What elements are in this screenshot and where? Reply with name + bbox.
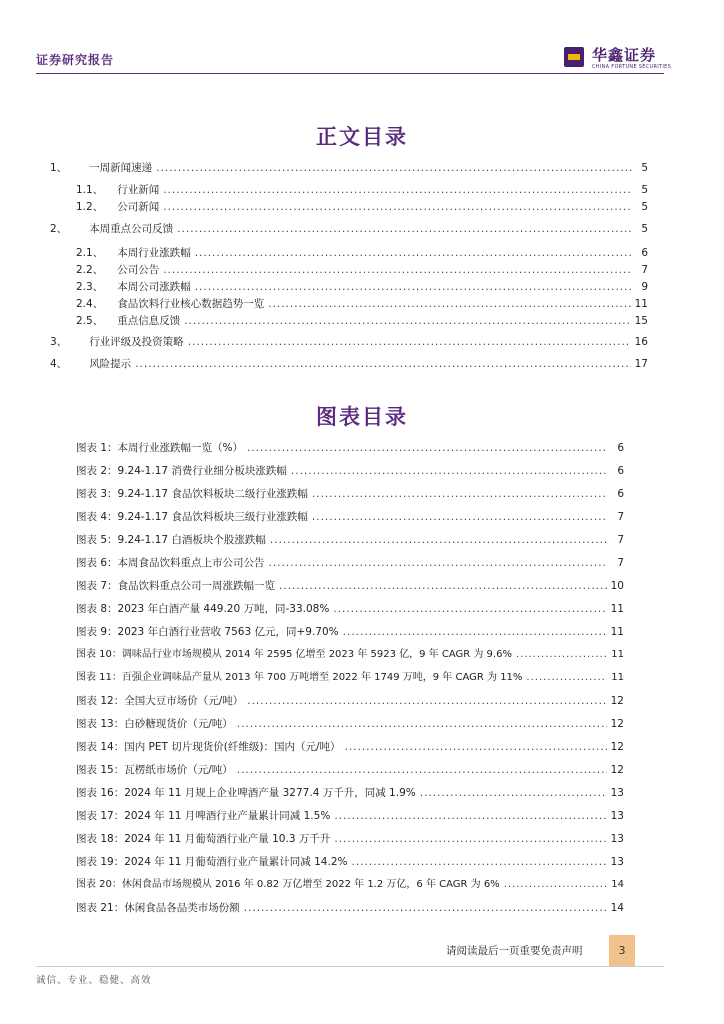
figure-entry-page: 14 xyxy=(610,902,624,914)
figure-entry-page: 13 xyxy=(610,787,624,799)
figure-entry-page: 11 xyxy=(611,649,624,660)
figure-entry[interactable] xyxy=(76,532,624,548)
figure-entry-title: 图表 2：9.24-1.17 消费行业细分板块涨跌幅 xyxy=(76,465,287,477)
toc-entry-number: 4、 xyxy=(50,358,68,370)
report-type-label: 证券研究报告 xyxy=(36,53,115,67)
figure-entry[interactable] xyxy=(76,854,624,870)
figure-entry-page: 13 xyxy=(610,833,624,845)
toc-dot-leader xyxy=(163,262,632,278)
toc-entry[interactable] xyxy=(50,356,648,372)
toc-entry-number: 2.3、 xyxy=(76,281,104,293)
toc-dot-leader xyxy=(516,647,607,663)
figure-entry[interactable] xyxy=(76,670,624,686)
toc-entry-page: 15 xyxy=(634,315,648,327)
toc-dot-leader xyxy=(312,486,608,502)
toc-entry-number: 2、 xyxy=(50,223,68,235)
figure-entry[interactable] xyxy=(76,762,624,778)
logo-name-en: CHINA FORTUNE SECURITIES xyxy=(592,64,672,70)
figure-entry-title: 图表 13：白砂糖现货价（元/吨） xyxy=(76,718,233,730)
figure-entry-page: 12 xyxy=(610,695,624,707)
figure-entry[interactable] xyxy=(76,877,624,893)
toc-entry-title: 本周公司涨跌幅 xyxy=(117,281,191,293)
toc-dot-leader xyxy=(334,831,606,847)
toc-entry[interactable] xyxy=(76,279,648,295)
figure-entry[interactable] xyxy=(76,900,624,916)
figure-entry-title: 图表 19：2024 年 11 月葡萄酒行业产量累计同减 14.2% xyxy=(76,856,348,868)
toc-entry-page: 5 xyxy=(641,223,648,235)
figure-entry[interactable] xyxy=(76,440,624,456)
logo-name-cn: 华鑫证券 xyxy=(592,46,657,64)
toc-entry-number: 1、 xyxy=(50,162,68,174)
figure-entry-page: 11 xyxy=(610,603,624,615)
figure-entry[interactable] xyxy=(76,647,624,663)
figure-entry-page: 12 xyxy=(610,741,624,753)
toc-entry-title: 本周行业涨跌幅 xyxy=(117,247,191,259)
figure-entry-page: 10 xyxy=(610,580,624,592)
figure-entry-page: 11 xyxy=(611,672,624,683)
toc-entry-title: 风险提示 xyxy=(89,358,132,370)
figure-entry-title: 图表 5：9.24-1.17 白酒板块个股涨跌幅 xyxy=(76,534,266,546)
logo-icon xyxy=(564,47,584,67)
toc-entry-number: 2.4、 xyxy=(76,298,104,310)
toc-dot-leader xyxy=(237,716,607,732)
figure-entry[interactable] xyxy=(76,716,624,732)
figure-entry-title: 图表 6：本周食品饮料重点上市公司公告 xyxy=(76,557,265,569)
toc-dot-leader xyxy=(188,334,631,350)
toc-dot-leader xyxy=(247,440,608,456)
figure-entry[interactable] xyxy=(76,601,624,617)
figure-entry-page: 6 xyxy=(617,442,624,454)
figure-entry-page: 6 xyxy=(617,488,624,500)
figure-entry-title: 图表 14：国内 PET 切片现货价(纤维级)：国内（元/吨） xyxy=(76,741,341,753)
toc-entry-title: 重点信息反馈 xyxy=(117,315,181,327)
figure-entry-title: 图表 11：百强企业调味品产量从 2013 年 700 万吨增至 2022 年 1749 万吨，9 年 CAGR 为 11% xyxy=(76,672,523,683)
toc-dot-leader xyxy=(195,279,632,295)
toc-dot-leader xyxy=(343,624,607,640)
toc-entry-page: 5 xyxy=(641,184,648,196)
figure-entry[interactable] xyxy=(76,578,624,594)
figure-entry[interactable] xyxy=(76,808,624,824)
figure-entry[interactable] xyxy=(76,624,624,640)
toc-dot-leader xyxy=(270,532,608,548)
figure-entry-title: 图表 18：2024 年 11 月葡萄酒行业产量 10.3 万千升 xyxy=(76,833,331,845)
toc-dot-leader xyxy=(420,785,607,801)
toc-entry-page: 5 xyxy=(641,201,648,213)
disclaimer-note: 请阅读最后一页重要免责声明 xyxy=(446,945,583,957)
figure-entry[interactable] xyxy=(76,739,624,755)
figure-entry-page: 12 xyxy=(610,718,624,730)
toc-dot-leader xyxy=(333,601,606,617)
figure-entry-page: 7 xyxy=(617,511,624,523)
toc-entry[interactable] xyxy=(50,334,648,350)
figure-entry-title: 图表 17：2024 年 11 月啤酒行业产量累计同减 1.5% xyxy=(76,810,331,822)
footer-divider xyxy=(36,966,664,967)
toc-dot-leader xyxy=(247,693,606,709)
toc-entry[interactable] xyxy=(50,160,648,176)
toc-entry-number: 2.2、 xyxy=(76,264,104,276)
figure-entry-title: 图表 21：休闲食品各品类市场份额 xyxy=(76,902,240,914)
figure-entry-page: 13 xyxy=(610,810,624,822)
figure-entry[interactable] xyxy=(76,509,624,525)
toc-dot-leader xyxy=(344,739,606,755)
figure-entry-page: 14 xyxy=(611,879,624,890)
figure-entry[interactable] xyxy=(76,831,624,847)
figure-entry-page: 12 xyxy=(610,764,624,776)
toc-dot-leader xyxy=(163,182,632,198)
figure-entry[interactable] xyxy=(76,486,624,502)
toc-entry-page: 11 xyxy=(634,298,648,310)
toc-entry-title: 本周重点公司反馈 xyxy=(89,223,174,235)
figure-entry-page: 6 xyxy=(617,465,624,477)
toc-entry-page: 16 xyxy=(634,336,648,348)
figure-entry-title: 图表 4：9.24-1.17 食品饮料板块三级行业涨跌幅 xyxy=(76,511,308,523)
toc-entry-number: 2.1、 xyxy=(76,247,104,259)
toc-entry-title: 一周新闻速递 xyxy=(89,162,153,174)
toc-entry-page: 7 xyxy=(641,264,648,276)
toc-entry-title: 公司新闻 xyxy=(117,201,160,213)
toc-dot-leader xyxy=(244,900,607,916)
toc-entry-page: 5 xyxy=(641,162,648,174)
figure-entry-page: 7 xyxy=(617,534,624,546)
figure-entry-page: 13 xyxy=(610,856,624,868)
figure-entry-title: 图表 12：全国大豆市场价（元/吨） xyxy=(76,695,244,707)
toc-entry-title: 行业新闻 xyxy=(117,184,160,196)
header-divider xyxy=(36,73,664,74)
toc-entry-page: 9 xyxy=(641,281,648,293)
toc-dot-leader xyxy=(279,578,607,594)
page-number: 3 xyxy=(609,935,635,967)
toc-dot-leader xyxy=(334,808,606,824)
toc-dot-leader xyxy=(163,199,632,215)
toc-dot-leader xyxy=(352,854,607,870)
figure-entry-title: 图表 20：休闲食品市场规模从 2016 年 0.82 万亿增至 2022 年 1.2 万亿，6 年 CAGR 为 6% xyxy=(76,879,500,890)
toc-entry[interactable] xyxy=(76,245,648,261)
toc-entry-number: 1.1、 xyxy=(76,184,104,196)
toc-entry[interactable] xyxy=(76,313,648,329)
toc-entry[interactable] xyxy=(76,296,648,312)
toc-entry-number: 1.2、 xyxy=(76,201,104,213)
toc-dot-leader xyxy=(291,463,608,479)
toc-dot-leader xyxy=(504,877,608,893)
toc-dot-leader xyxy=(237,762,607,778)
figure-entry-title: 图表 15：瓦楞纸市场价（元/吨） xyxy=(76,764,233,776)
toc-entry-page: 6 xyxy=(641,247,648,259)
figure-entry-title: 图表 3：9.24-1.17 食品饮料板块二级行业涨跌幅 xyxy=(76,488,308,500)
figure-entry-title: 图表 7：食品饮料重点公司一周涨跌幅一览 xyxy=(76,580,276,592)
toc-entry[interactable] xyxy=(76,199,648,215)
toc-dot-leader xyxy=(526,670,607,686)
figure-entry-title: 图表 10：调味品行业市场规模从 2014 年 2595 亿增至 2023 年 5923 亿，9 年 CAGR 为 9.6% xyxy=(76,649,512,660)
toc-entry-number: 3、 xyxy=(50,336,68,348)
figure-entry-title: 图表 1：本周行业涨跌幅一览（%） xyxy=(76,442,243,454)
toc-dot-leader xyxy=(195,245,632,261)
figure-entry-title: 图表 16：2024 年 11 月规上企业啤酒产量 3277.4 万千升，同减 1.9% xyxy=(76,787,416,799)
figure-list-title: 图表目录 xyxy=(316,404,408,429)
toc-entry-title: 公司公告 xyxy=(117,264,160,276)
toc-entry-number: 2.5、 xyxy=(76,315,104,327)
toc-title: 正文目录 xyxy=(316,124,408,149)
figure-entry-title: 图表 8：2023 年白酒产量 449.20 万吨，同-33.08% xyxy=(76,603,330,615)
toc-entry-title: 行业评级及投资策略 xyxy=(89,336,184,348)
company-slogan: 诚信、专业、稳健、高效 xyxy=(36,975,152,986)
figure-entry[interactable] xyxy=(76,785,624,801)
toc-dot-leader xyxy=(135,356,630,372)
company-logo xyxy=(564,43,674,73)
figure-entry[interactable] xyxy=(76,463,624,479)
figure-entry-title: 图表 9：2023 年白酒行业营收 7563 亿元，同+9.70% xyxy=(76,626,339,638)
toc-entry[interactable] xyxy=(76,262,648,278)
toc-dot-leader xyxy=(268,296,630,312)
toc-dot-leader xyxy=(184,313,630,329)
figure-entry-page: 7 xyxy=(617,557,624,569)
toc-dot-leader xyxy=(269,555,608,571)
figure-entry[interactable] xyxy=(76,693,624,709)
toc-dot-leader xyxy=(312,509,608,525)
figure-entry-page: 11 xyxy=(610,626,624,638)
toc-entry[interactable] xyxy=(76,182,648,198)
toc-dot-leader xyxy=(177,221,632,237)
toc-entry-title: 食品饮料行业核心数据趋势一览 xyxy=(117,298,265,310)
figure-entry[interactable] xyxy=(76,555,624,571)
toc-entry[interactable] xyxy=(50,221,648,237)
toc-entry-page: 17 xyxy=(634,358,648,370)
toc-dot-leader xyxy=(156,160,632,176)
